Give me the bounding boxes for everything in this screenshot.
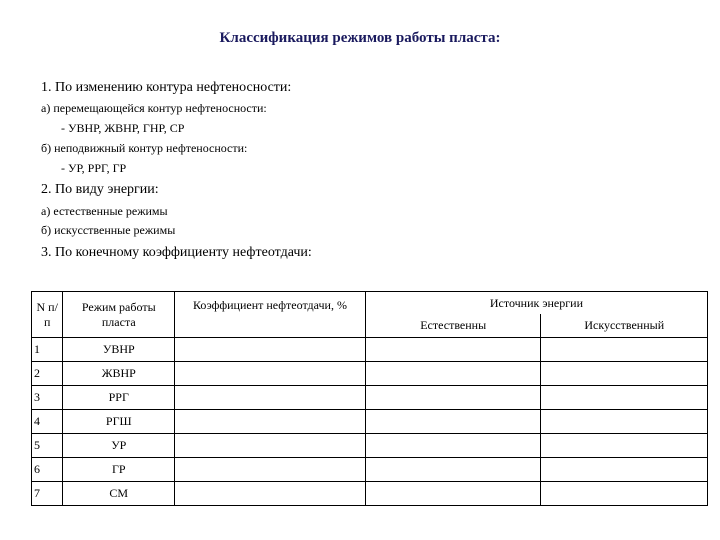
header-coefficient: Коэффициент нефтеотдачи, % xyxy=(175,292,366,338)
row-natural-cell xyxy=(365,362,541,386)
row-number-cell: 4 xyxy=(32,410,63,434)
header-num: N п/п xyxy=(32,292,63,338)
section-2-heading: 2. По виду энергии: xyxy=(41,182,159,197)
section-1b-list: - УР, РРГ, ГР xyxy=(61,161,127,175)
row-artificial-cell xyxy=(541,386,708,410)
row-natural-cell xyxy=(365,338,541,362)
table-row xyxy=(32,410,708,434)
row-mode-cell: ЖВНР xyxy=(63,362,175,386)
row-mode-cell: УР xyxy=(63,434,175,458)
header-natural: Естественны xyxy=(365,314,541,338)
row-natural-cell xyxy=(365,482,541,506)
row-coefficient-cell xyxy=(175,458,366,482)
section-2a-text: а) естественные режимы xyxy=(41,204,168,218)
table-header-row xyxy=(32,292,708,315)
row-number-cell: 6 xyxy=(32,458,63,482)
row-artificial-cell xyxy=(541,482,708,506)
row-mode-cell: ГР xyxy=(63,458,175,482)
header-energy-source: Источник энергии xyxy=(365,292,707,315)
row-number-cell: 5 xyxy=(32,434,63,458)
row-artificial-cell xyxy=(541,458,708,482)
row-natural-cell xyxy=(365,434,541,458)
row-coefficient-cell xyxy=(175,482,366,506)
row-coefficient-cell xyxy=(175,410,366,434)
section-2b-text: б) искусственные режимы xyxy=(41,223,176,237)
header-artificial: Искусственный xyxy=(541,314,708,338)
section-1b-text: б) неподвижный контур нефтеносности: xyxy=(41,141,248,155)
section-3-heading: 3. По конечному коэффициенту нефтеотдачи: xyxy=(41,245,312,260)
row-artificial-cell xyxy=(541,338,708,362)
table-row xyxy=(32,386,708,410)
row-artificial-cell xyxy=(541,410,708,434)
row-mode-cell: СМ xyxy=(63,482,175,506)
section-1a-text: а) перемещающейся контур нефтеносности: xyxy=(41,101,267,115)
table-row xyxy=(32,482,708,506)
row-natural-cell xyxy=(365,458,541,482)
table-row xyxy=(32,458,708,482)
row-coefficient-cell xyxy=(175,362,366,386)
row-mode-cell: РГШ xyxy=(63,410,175,434)
row-number-cell: 1 xyxy=(32,338,63,362)
row-number-cell: 7 xyxy=(32,482,63,506)
regimes-table xyxy=(31,291,708,506)
row-natural-cell xyxy=(365,386,541,410)
section-1a-list: - УВНР, ЖВНР, ГНР, СР xyxy=(61,121,185,135)
table-row xyxy=(32,362,708,386)
page-title: Классификация режимов работы пласта: xyxy=(219,30,501,46)
row-coefficient-cell xyxy=(175,434,366,458)
row-natural-cell xyxy=(365,410,541,434)
row-artificial-cell xyxy=(541,434,708,458)
header-mode: Режим работы пласта xyxy=(63,292,175,338)
row-number-cell: 2 xyxy=(32,362,63,386)
table-row xyxy=(32,338,708,362)
row-coefficient-cell xyxy=(175,338,366,362)
row-mode-cell: РРГ xyxy=(63,386,175,410)
row-mode-cell: УВНР xyxy=(63,338,175,362)
row-coefficient-cell xyxy=(175,386,366,410)
row-number-cell: 3 xyxy=(32,386,63,410)
section-1-heading: 1. По изменению контура нефтеносности: xyxy=(41,80,292,95)
table-row xyxy=(32,434,708,458)
row-artificial-cell xyxy=(541,362,708,386)
